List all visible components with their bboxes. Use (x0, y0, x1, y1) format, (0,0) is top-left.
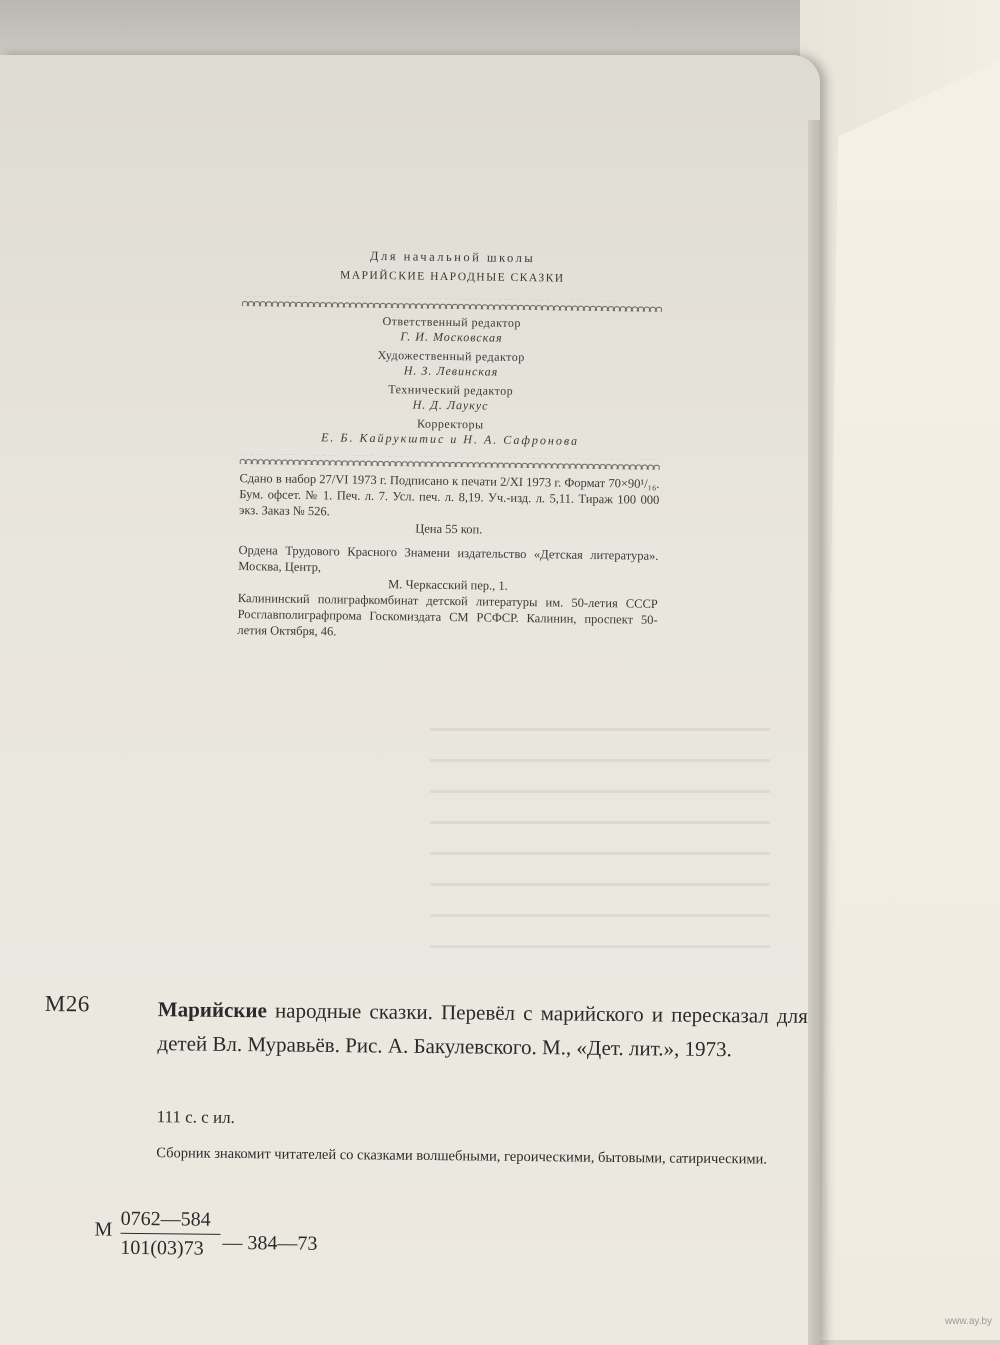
catalog-text: народные сказки. Перевёл с марийского и пересказал для детей Вл. Муравьёв. Рис. А. Бакулевского. М., «Дет. лит.», 1973. (157, 998, 808, 1062)
catalog-title: Марийские (157, 997, 268, 1023)
price: Цена 55 коп. (415, 521, 483, 537)
index-denominator: 101(03)73 (120, 1236, 204, 1260)
wavy-divider (242, 296, 662, 312)
catalog-pages: 111 с. с ил. (156, 1107, 235, 1127)
index-tail: — 384—73 (222, 1231, 318, 1255)
series-line: Для начальной школы (369, 248, 536, 266)
catalog-annotation: Сборник знакомит читателей со сказками волшебными, героическими, бытовыми, сатирическими. (156, 1145, 768, 1168)
credit-block (240, 312, 662, 450)
book-title: МАРИЙСКИЕ НАРОДНЫЕ СКАЗКИ (339, 269, 565, 285)
facing-page (820, 60, 1000, 1340)
credit-role: Ответственный редактор (382, 314, 522, 330)
print-details: Сдано в набор 27/VI 1973 г. Подписано к печати 2/XI 1973 г. Формат 70×90¹/₁₆. Бум. офсет. № 1. Печ. л. 7. Усл. печ. л. 8,19. Уч.-изд. л. 5,11. Тираж 100 000 экз. Заказ № 526. (238, 471, 660, 519)
imprint-block (237, 247, 662, 644)
wavy-divider (240, 454, 660, 470)
index-letter: М (94, 1218, 113, 1241)
catalog-description (157, 992, 808, 1067)
watermark: www.ay.by (944, 1316, 992, 1327)
fraction-bar (120, 1233, 220, 1235)
credit-role: Корректоры (416, 416, 484, 432)
publisher-address: М. Черкасский пер., 1. (388, 577, 508, 593)
publisher: Ордена Трудового Красного Знамени издательство «Детская литература». Москва, Центр, (238, 543, 659, 575)
credit-name: Н. З. Левинская (403, 363, 499, 379)
credit-name: Н. Д. Лаукус (412, 397, 489, 413)
credit-name: Г. И. Московская (400, 329, 503, 345)
index-tail-value: 384—73 (247, 1232, 318, 1255)
show-through-text (430, 700, 770, 970)
catalog-code: М26 (44, 990, 90, 1017)
credit-role: Художественный редактор (377, 347, 525, 365)
printer: Калининский полиграфкомбинат детской литературы им. 50-летия СССР Росглавполиграфпрома Госкомиздата СМ РСФСР. Калинин, проспект 50-летия Октября, 46. (237, 591, 658, 639)
index-fraction (120, 1207, 221, 1261)
index-numerator: 0762—584 (120, 1207, 211, 1231)
credit-role: Технический редактор (388, 382, 514, 398)
credit-name: Е. Б. Кайрукштис и Н. А. Сафронова (321, 430, 580, 448)
